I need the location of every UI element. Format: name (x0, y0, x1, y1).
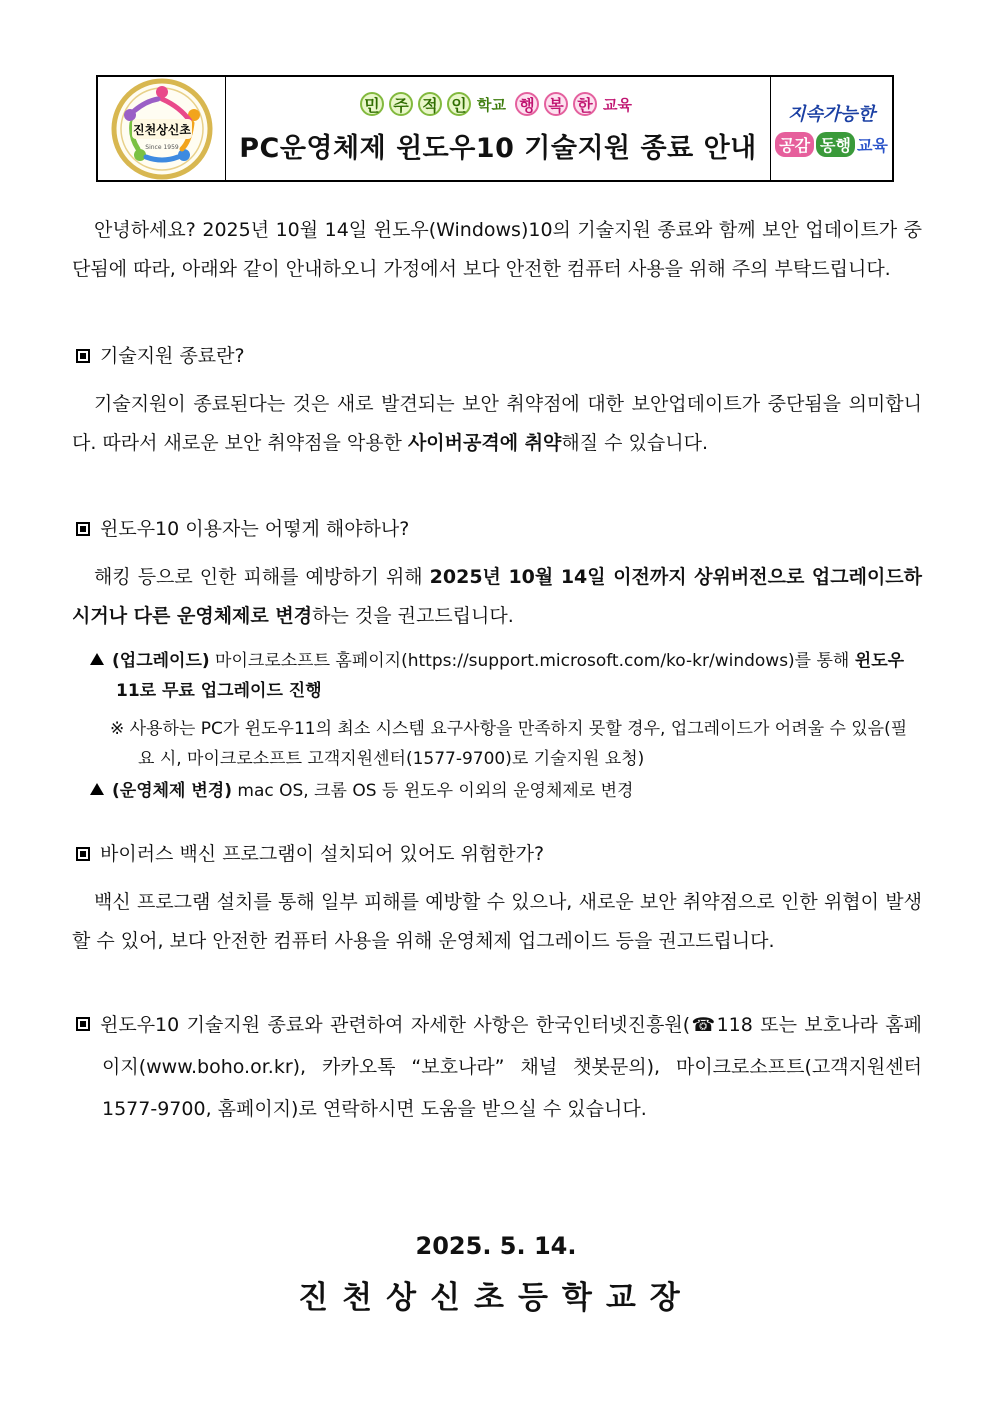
section-what-to-do (72, 512, 922, 806)
triangle-bullet-icon (90, 653, 104, 665)
motto-word: 동행 (816, 132, 855, 157)
square-bullet-icon (76, 522, 90, 536)
square-bullet-icon (76, 847, 90, 861)
upgrade-note: ※ 사용하는 PC가 윈도우11의 최소 시스템 요구사항을 만족하지 못할 경우, 업그레이드가 어려울 수 있음(필요 시, 마이크로소프트 고객지원센터(1577-9700)로 기술지원 요청) (110, 719, 908, 769)
motto-word: 교육 (856, 136, 888, 155)
text-run-bold: (업그레이드) (112, 651, 210, 671)
square-bullet-icon (76, 349, 90, 363)
slogan-char: 복 (544, 92, 568, 116)
signer-name: 진천상신초등학교장 (298, 1280, 694, 1316)
slogan-suffix: 교육 (603, 95, 632, 114)
contact-text: 윈도우10 기술지원 종료와 관련하여 자세한 사항은 한국인터넷진흥원(☎118 또는 보호나라 홈페이지(www.boho.or.kr), 카카오톡 “보호나라” 채널 챗봇문의), 마이크로소프트(고객지원센터 1577-9700, 홈페이지)로 연락하시면 도움을 받으실 수 있습니다. (100, 1014, 922, 1120)
option-change-os (72, 776, 922, 806)
section-contact (72, 1004, 922, 1130)
school-logo (110, 77, 214, 181)
text-run: mac OS, 크롬 OS 등 윈도우 이외의 운영체제로 변경 (232, 781, 634, 801)
section-heading (72, 339, 922, 373)
section-paragraph: 백신 프로그램 설치를 통해 일부 피해를 예방할 수 있으나, 새로운 보안 취약점으로 인한 위협이 발생할 수 있어, 보다 안전한 컴퓨터 사용을 위해 운영체제 업그레이드 등을 권고드립니다. (72, 891, 922, 952)
section-antivirus (72, 837, 922, 961)
motto-word: 공감 (775, 132, 814, 157)
slogan-char: 행 (515, 92, 539, 116)
square-bullet-icon (76, 1017, 90, 1031)
slogan-char: 주 (389, 92, 413, 116)
slogan-char: 한 (573, 92, 597, 116)
logo-since-text: Since 1959 (144, 143, 179, 151)
motto-bottom (775, 132, 888, 157)
school-logo-cell (98, 77, 226, 180)
section-heading-text: 기술지원 종료란? (100, 345, 245, 367)
section-heading (72, 837, 922, 871)
logo-name-text: 진천상신초 (132, 122, 191, 137)
section-heading-text: 윈도우10 이용자는 어떻게 해야하나? (100, 518, 410, 540)
text-run: 해킹 등으로 인한 피해를 예방하기 위해 (94, 566, 430, 588)
document-date: 2025. 5. 14. (415, 1232, 577, 1260)
option-upgrade (72, 646, 922, 706)
slogan-char: 인 (447, 92, 471, 116)
text-run: 기술지원이 종료된다는 것은 새로 발견되는 보안 취약점에 대한 보안업데이트가 중단됨을 의미합니다. 따라서 새로운 보안 취약점을 악용한 (72, 393, 922, 454)
section-paragraph (72, 558, 922, 636)
triangle-bullet-icon (90, 783, 104, 795)
slogan-char: 적 (418, 92, 442, 116)
text-run: 해질 수 있습니다. (561, 432, 709, 454)
slogan (360, 92, 636, 116)
text-run-bold: 윈도우11로 무료 업그레이드 진행 (116, 651, 905, 701)
text-run-bold: 사이버공격에 취약 (407, 432, 562, 454)
text-run-bold: 2025년 10월 14일 이전까지 상위버전으로 업그레이드하시거나 다른 운영체제로 변경 (72, 566, 923, 627)
header-box (96, 75, 894, 182)
section-paragraph (72, 385, 922, 463)
document-title: PC운영체제 윈도우10 기술지원 종료 안내 (239, 133, 757, 164)
text-run: 하는 것을 권고드립니다. (312, 605, 514, 627)
section-heading-text: 바이러스 백신 프로그램이 설치되어 있어도 위험한가? (100, 843, 545, 865)
intro-paragraph: 안녕하세요? 2025년 10월 14일 윈도우(Windows)10의 기술지원 종료와 함께 보안 업데이트가 중단됨에 따라, 아래와 같이 안내하오니 가정에서 보다 안전한 컴퓨터 사용을 위해 주의 부탁드립니다. (72, 219, 922, 280)
section-tech-support (72, 339, 922, 463)
motto-top: 지속가능한 (788, 104, 875, 125)
slogan-char: 민 (360, 92, 384, 116)
section-heading (72, 512, 922, 546)
contact-paragraph (72, 1004, 922, 1130)
slogan-suffix: 학교 (477, 95, 506, 114)
text-run: 마이크로소프트 홈페이지(https://support.microsoft.com/ko-kr/windows)를 통해 (209, 651, 855, 671)
text-run-bold: (운영체제 변경) (112, 781, 232, 801)
intro-section (72, 211, 922, 289)
title-cell (226, 77, 771, 180)
motto-cell (771, 77, 892, 180)
